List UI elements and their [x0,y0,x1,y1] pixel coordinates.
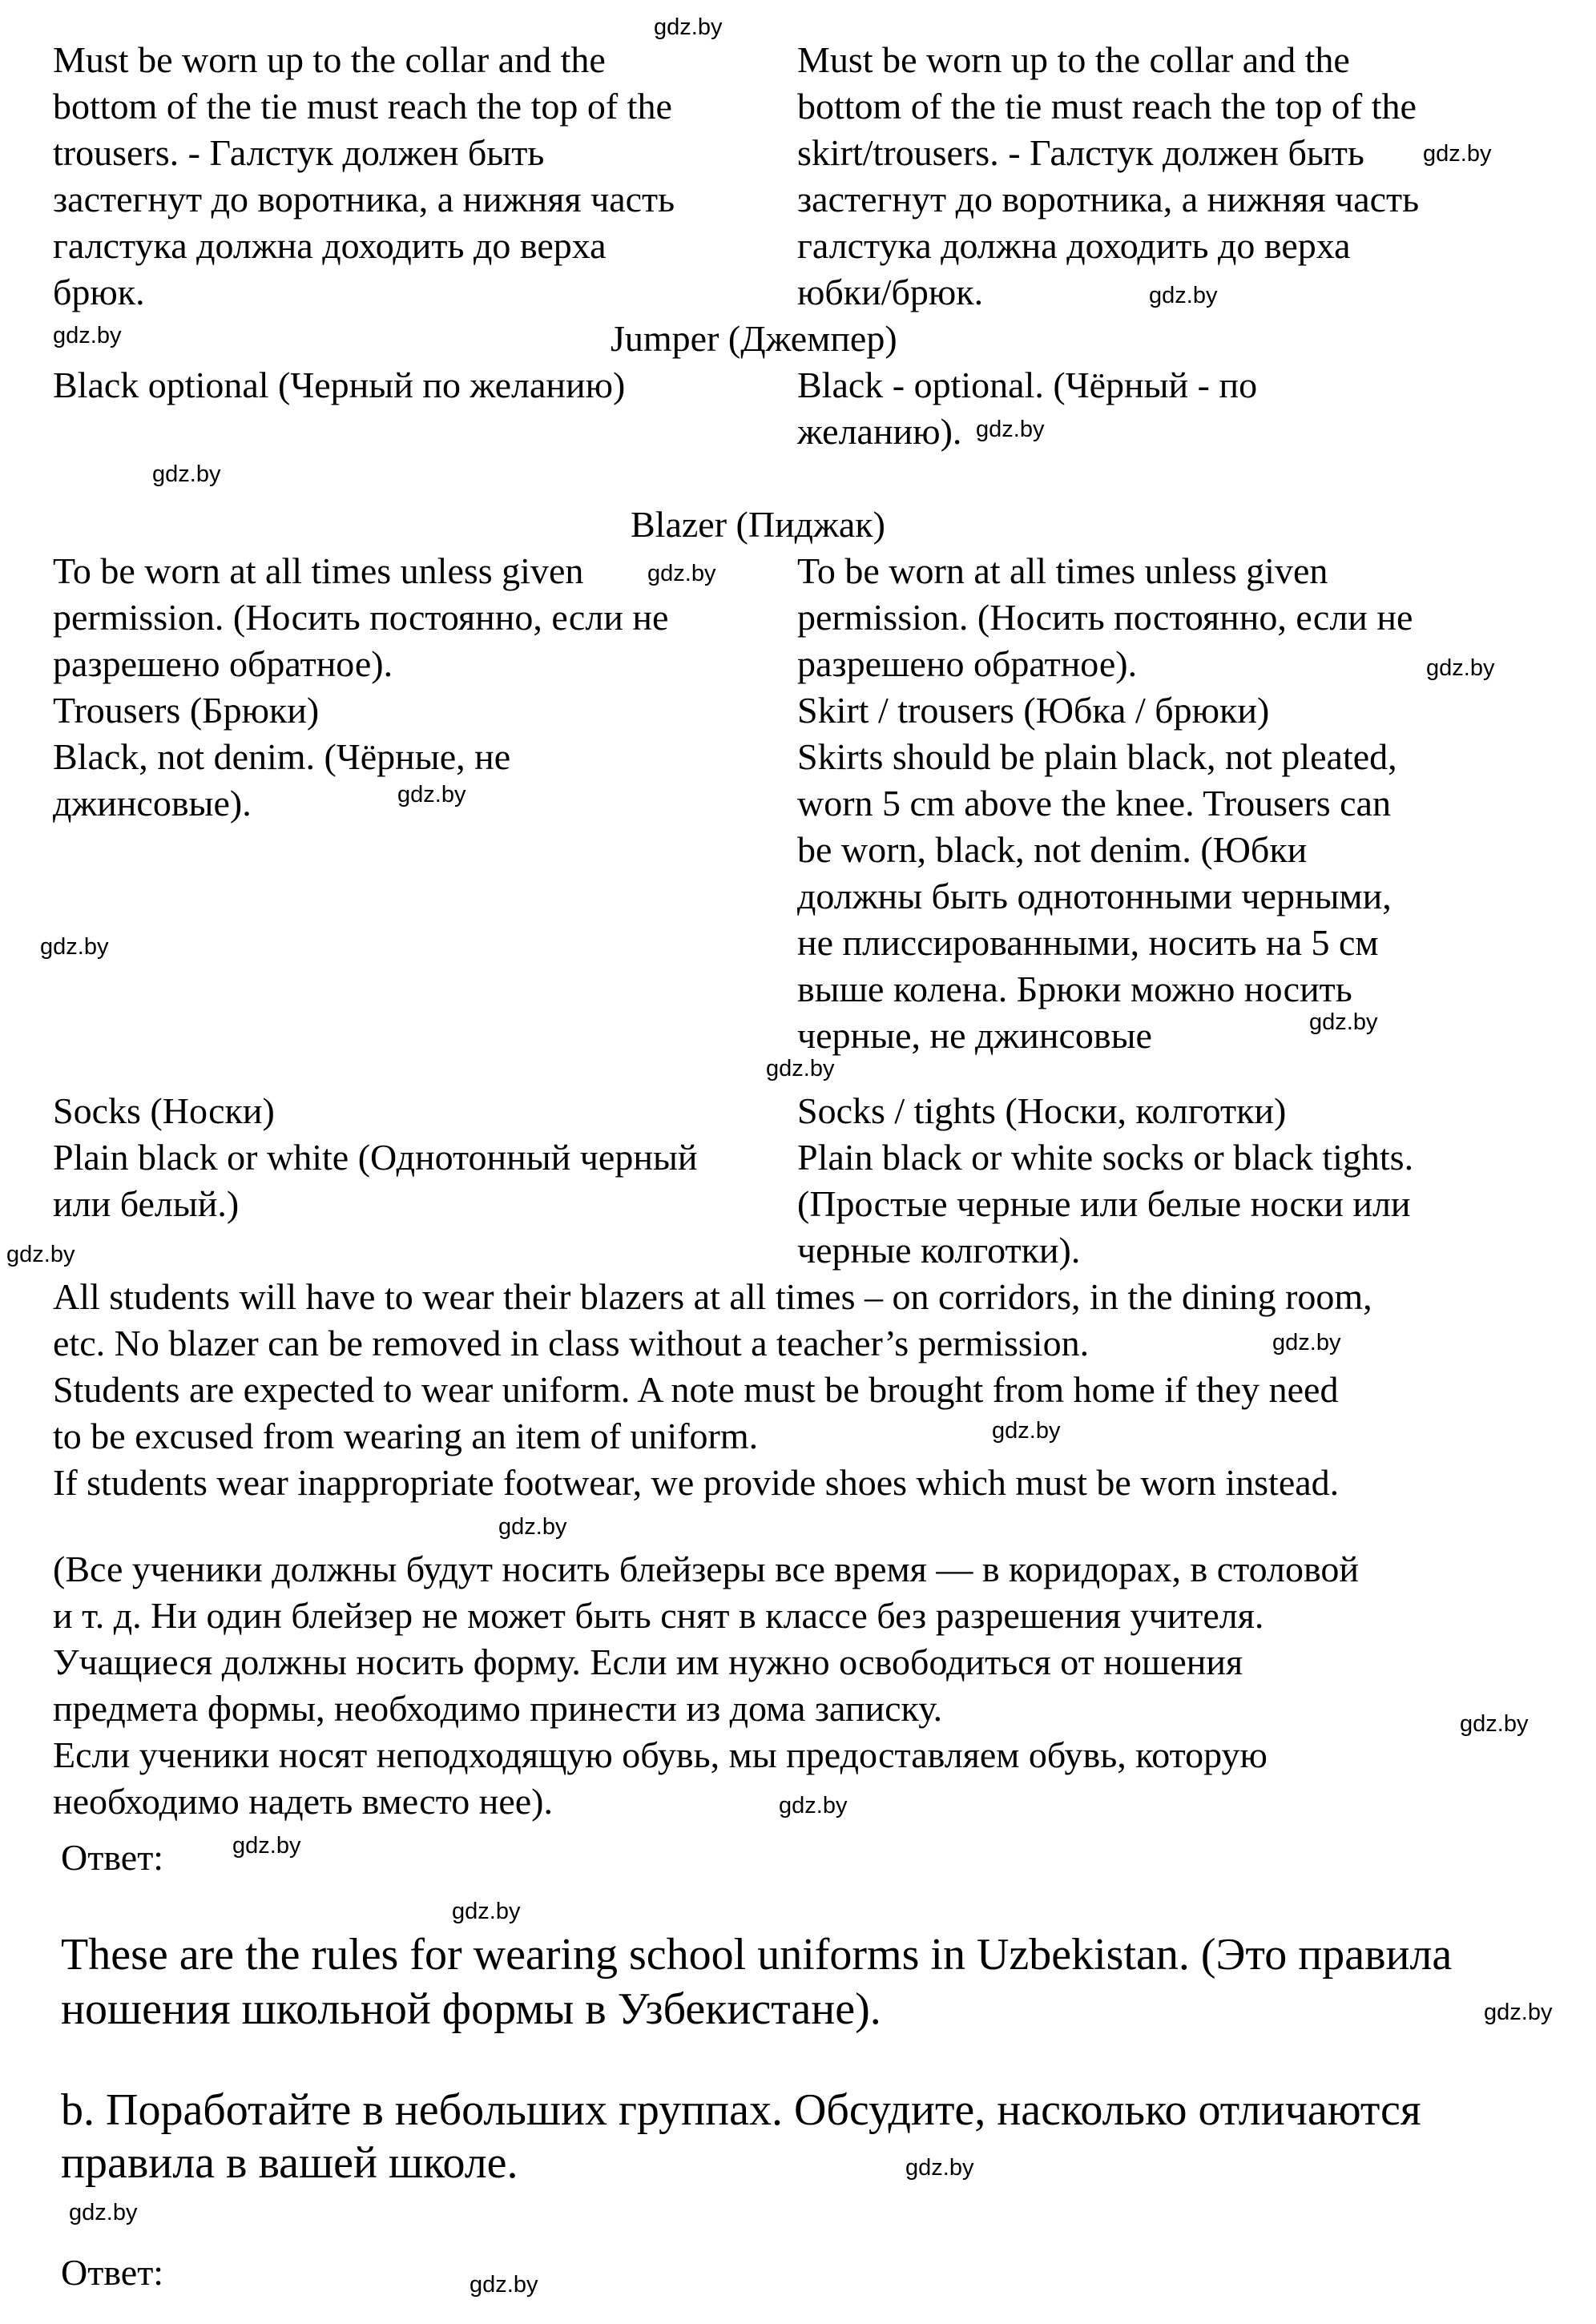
watermark: gdz.by [1426,655,1495,681]
trousers-heading: Trousers (Брюки) [53,690,320,731]
skirt-right-line-3: be worn, black, not denim. (Юбки [797,829,1308,870]
tie-right-line-4: застегнут до воротника, а нижняя часть [797,179,1420,220]
tie-right-line-5: галстука должна доходить до верха [797,225,1351,266]
tie-left-line-1: Must be worn up to the collar and the [53,39,606,80]
socks-heading: Socks (Носки) [53,1090,275,1131]
watermark: gdz.by [470,2272,538,2298]
skirt-right-line-7: черные, не джинсовые [797,1015,1152,1056]
answer-line-2: ношения школьной формы в Узбекистане). [61,1984,881,2034]
blazer-right-line-3: разрешено обратное). [797,643,1138,684]
skirt-right-line-4: должны быть однотонными черными, [797,876,1392,916]
watermark: gdz.by [53,323,122,348]
watermark: gdz.by [40,934,109,960]
watermark: gdz.by [905,2155,974,2181]
blazer-right-line-2: permission. (Носить постоянно, если не [797,597,1413,638]
english-rule-line-3: Students are expected to wear uniform. A note must be brought from home if they need [53,1369,1339,1410]
tie-right-line-2: bottom of the tie must reach the top of the [797,86,1417,127]
watermark: gdz.by [232,1833,301,1859]
skirt-right-line-5: не плиссированными, носить на 5 см [797,922,1379,963]
blazer-left-line-3: разрешено обратное). [53,643,393,684]
skirt-right-line-6: выше колена. Брюки можно носить [797,969,1352,1009]
blazer-heading: Blazer (Пиджак) [631,504,885,545]
watermark: gdz.by [654,14,723,40]
russian-rule-line-1: (Все ученики должны будут носить блейзеры все время — в коридорах, в столовой [53,1549,1360,1589]
tie-left-line-4: застегнут до воротника, а нижняя часть [53,179,675,220]
socks-right-line-1: Plain black or white socks or black tights. [797,1137,1414,1178]
task-b-line-2: правила в вашей школе. [61,2138,518,2188]
blazer-left-line-2: permission. (Носить постоянно, если не [53,597,669,638]
english-rule-line-5: If students wear inappropriate footwear, we provide shoes which must be worn instead. [53,1462,1340,1503]
watermark: gdz.by [397,782,466,808]
watermark: gdz.by [1484,2000,1553,2025]
russian-rule-line-4: предмета формы, необходимо принести из дома записку. [53,1688,943,1729]
english-rule-line-4: to be excused from wearing an item of uniform. [53,1416,759,1456]
socks-tights-heading: Socks / tights (Носки, колготки) [797,1090,1287,1131]
watermark: gdz.by [1309,1009,1378,1035]
russian-rule-line-6: необходимо надеть вместо нее). [53,1781,553,1822]
skirt-right-line-1: Skirts should be plain black, not pleated, [797,736,1397,777]
watermark: gdz.by [6,1242,75,1267]
trousers-left-line-1: Black, not denim. (Чёрные, не [53,736,511,777]
watermark: gdz.by [779,1793,848,1819]
watermark: gdz.by [498,1514,567,1540]
watermark: gdz.by [766,1056,835,1081]
blazer-right-line-1: To be worn at all times unless given [797,550,1328,591]
tie-left-line-3: trousers. - Галстук должен быть [53,132,545,173]
watermark: gdz.by [992,1418,1061,1444]
russian-rule-line-3: Учащиеся должны носить форму. Если им нужно освободиться от ношения [53,1641,1243,1682]
tie-right-line-6: юбки/брюк. [797,272,984,312]
jumper-left-text: Black optional (Черный по желанию) [53,365,626,405]
tie-left-line-2: bottom of the tie must reach the top of the [53,86,672,127]
watermark: gdz.by [152,461,221,487]
watermark: gdz.by [1272,1330,1341,1355]
watermark: gdz.by [452,1899,521,1924]
jumper-right-line-1: Black - optional. (Чёрный - по [797,365,1258,405]
tie-left-line-5: галстука должна доходить до верха [53,225,607,266]
watermark: gdz.by [976,417,1045,442]
answer-label-1: Ответ: [61,1837,164,1878]
jumper-right-line-2: желанию). [797,411,962,452]
watermark: gdz.by [69,2200,138,2225]
watermark: gdz.by [1460,1711,1529,1737]
answer-label-2: Ответ: [61,2252,164,2293]
russian-rule-line-2: и т. д. Ни один блейзер не может быть снят в классе без разрешения учителя. [53,1595,1264,1636]
watermark: gdz.by [647,561,716,586]
tie-right-line-1: Must be worn up to the collar and the [797,39,1350,80]
jumper-heading: Jumper (Джемпер) [611,318,897,359]
english-rule-line-2: etc. No blazer can be removed in class without a teacher’s permission. [53,1323,1090,1363]
english-rule-line-1: All students will have to wear their blazers at all times – on corridors, in the dining room, [53,1276,1372,1317]
answer-line-1: These are the rules for wearing school uniforms in Uzbekistan. (Это правила [61,1930,1453,1980]
skirt-trousers-heading: Skirt / trousers (Юбка / брюки) [797,690,1270,731]
watermark: gdz.by [1423,141,1492,167]
socks-left-line-1: Plain black or white (Однотонный черный [53,1137,698,1178]
trousers-left-line-2: джинсовые). [53,783,252,824]
watermark: gdz.by [1149,283,1218,308]
socks-right-line-3: черные колготки). [797,1230,1081,1271]
russian-rule-line-5: Если ученики носят неподходящую обувь, мы предоставляем обувь, которую [53,1734,1268,1775]
skirt-right-line-2: worn 5 cm above the knee. Trousers can [797,783,1391,824]
socks-right-line-2: (Простые черные или белые носки или [797,1183,1411,1224]
tie-left-line-6: брюк. [53,272,145,312]
blazer-left-line-1: To be worn at all times unless given [53,550,584,591]
task-b-line-1: b. Поработайте в небольших группах. Обсудите, насколько отличаются [61,2085,1421,2135]
tie-right-line-3: skirt/trousers. - Галстук должен быть [797,132,1364,173]
socks-left-line-2: или белый.) [53,1183,240,1224]
